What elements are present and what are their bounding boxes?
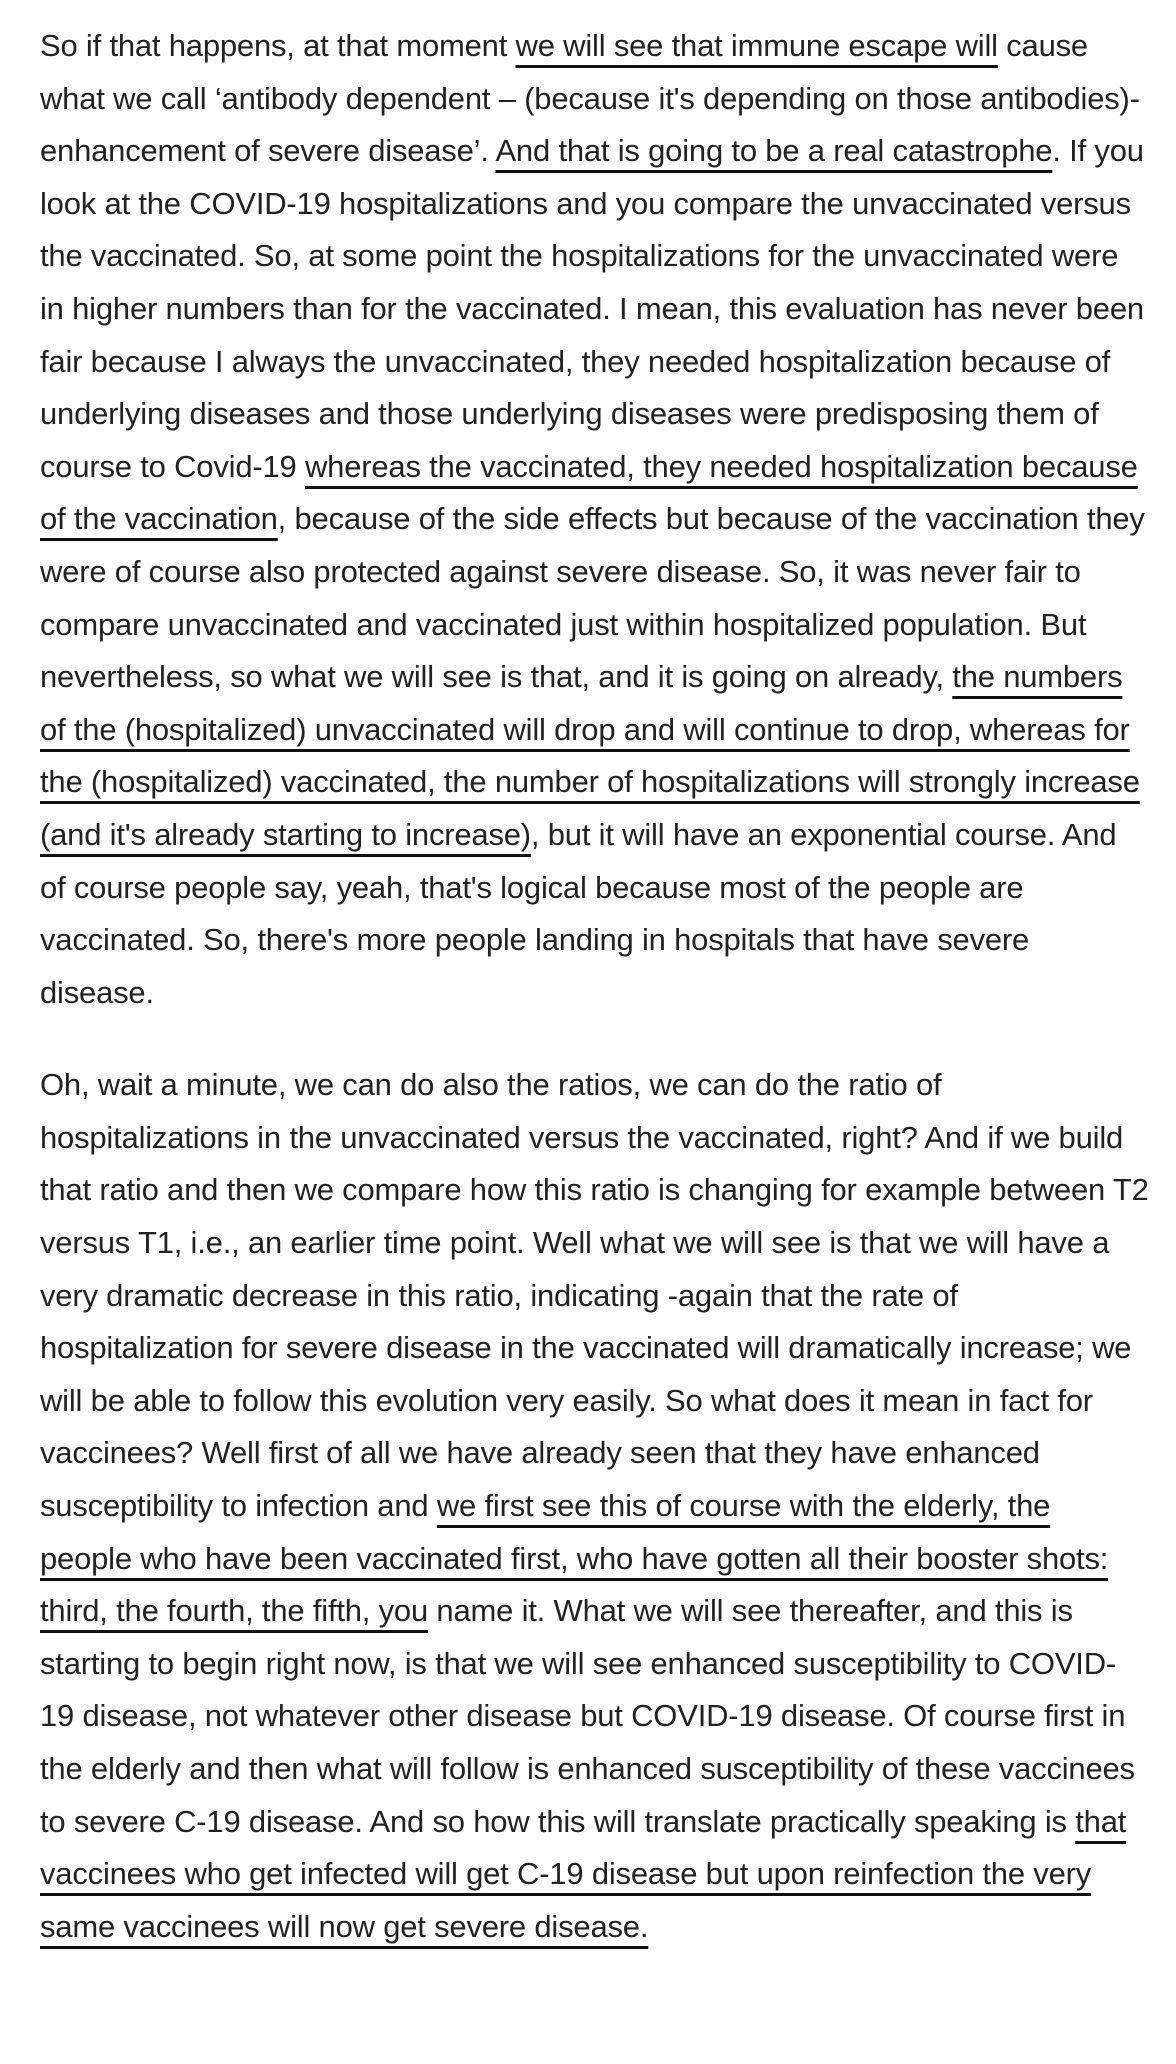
underlined-segment: the numbers of the (hospitalized) unvaccinated will drop and will continue to drop, whereas for the (hospitalized) vaccinated, the number of hospitalizations will strongly increase (and it's already starting to increase) xyxy=(40,659,1140,852)
text-segment: So if that happens, at that moment xyxy=(40,28,516,63)
underlined-segment: And that is going to be a real catastrophe xyxy=(495,133,1053,169)
text-segment: cause what we call ‘antibody dependent – (because it's depending on those antibodies)- enhancement of severe disease’. xyxy=(40,28,1140,169)
underlined-segment: we will see that immune escape will xyxy=(515,28,998,63)
text-segment: . If you look at the COVID-19 hospitalizations and you compare the unvaccinated versus the vaccinated. So, at some point the hospitalizations for the unvaccinated were in higher numbers than for the vaccinated. I mean, this evaluation has never been fair because I always the unvaccinated, they needed hospitalization because of underlying diseases and those underlying diseases were predisposing them of course to Covid-19 xyxy=(40,133,1144,484)
text-segment: Oh, wait a minute, we can do also the ratios, we can do the ratio of hospitalizations in the unvaccinated versus the vaccinated, right? And if we build that ratio and then we compare how this ratio is changing for example between T2 versus T1, i.e., an earlier time point. Well what we will see is that we will have a very dramatic decrease in this ratio, indicating -again that the rate of hospitalization for severe disease in the vaccinated will dramatically increase; we will be able to follow this evolution very easily. So what does it mean in fact for vaccinees? Well first of all we have already seen that they have enhanced susceptibility to infection and xyxy=(40,1067,1149,1524)
document-body xyxy=(40,20,1150,1953)
underlined-segment: that vaccinees who get infected will get C-19 disease but upon reinfection the very same vaccinees will now get severe disease. xyxy=(40,1803,1127,1944)
underlined-segment: whereas the vaccinated, they needed hospitalization because of the vaccination xyxy=(40,448,1138,537)
underlined-segment: we first see this of course with the elderly, the people who have been vaccinated first, who have gotten all their booster shots: third, the fourth, the fifth, you xyxy=(40,1488,1109,1629)
paragraph-2 xyxy=(40,1059,1150,1953)
text-segment: , because of the side effects but because of the vaccination they were of course also protected against severe disease. So, it was never fair to compare unvaccinated and vaccinated just within hospitalized population. But nevertheless, so what we will see is that, and it is going on already, xyxy=(40,501,1145,695)
paragraph-1 xyxy=(40,20,1150,1019)
text-segment: name it. What we will see thereafter, and this is starting to begin right now, is that we will see enhanced susceptibility to COVID-19 disease, not whatever other disease but COVID-19 disease. Of course first in the elderly and then what will follow is enhanced susceptibility of these vaccinees to severe C-19 disease. And so how this will translate practically speaking is xyxy=(40,1593,1135,1839)
text-segment: , but it will have an exponential course. And of course people say, yeah, that's logical because most of the people are vaccinated. So, there's more people landing in hospitals that have severe disease. xyxy=(40,816,1117,1010)
